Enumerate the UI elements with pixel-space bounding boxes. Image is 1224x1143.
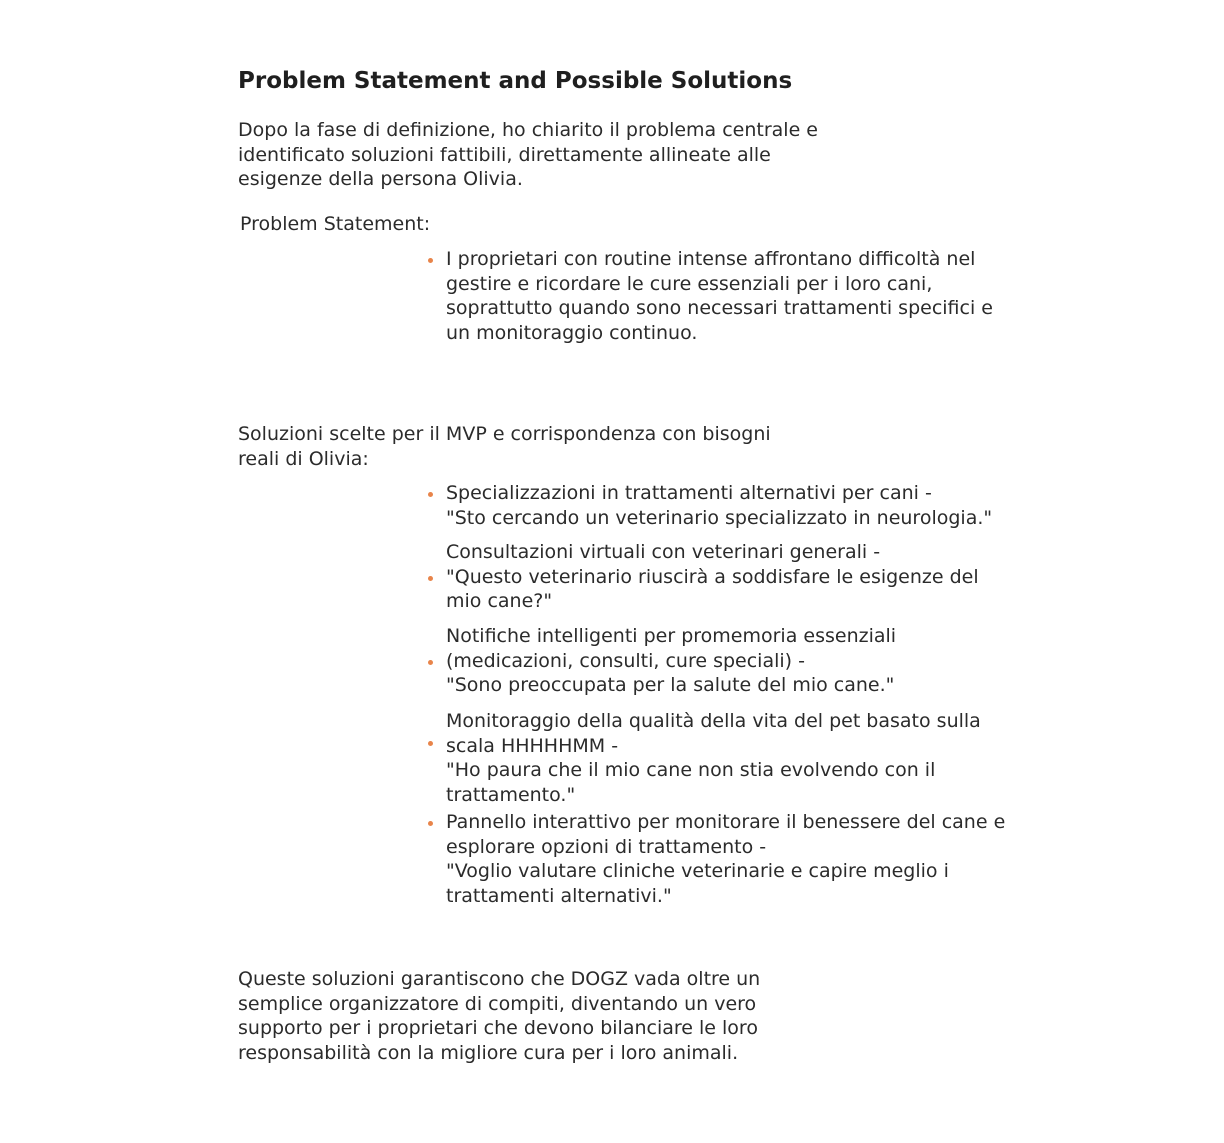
conclusion-line: responsabilità con la migliore cura per i loro animali. <box>238 1041 739 1064</box>
bullet-line: mio cane?" <box>446 590 553 613</box>
conclusion-paragraph <box>238 967 838 1065</box>
bullet-line: "Ho paura che il mio cane non stia evolvendo con il <box>446 759 936 782</box>
bullet-dot-icon <box>428 821 433 826</box>
bullet-line: (medicazioni, consulti, cure speciali) - <box>446 649 805 672</box>
bullet-dot-icon <box>428 660 433 665</box>
bullet-line: Monitoraggio della qualità della vita del pet basato sulla <box>446 710 981 732</box>
bullet-line: trattamenti alternativi." <box>446 884 672 907</box>
conclusion-line: semplice organizzatore di compiti, diventando un vero <box>238 992 757 1015</box>
intro-line: Dopo la fase di definizione, ho chiarito il problema centrale e <box>238 119 819 141</box>
bullet-line: soprattutto quando sono necessari trattamenti specifici e <box>446 297 993 320</box>
conclusion-line: supporto per i proprietari che devono bilanciare le loro <box>238 1017 758 1040</box>
solutions-intro-line: Soluzioni scelte per il MVP e corrispondenza con bisogni <box>238 423 771 445</box>
intro-paragraph <box>238 118 838 192</box>
bullet-text <box>446 481 1006 530</box>
bullet-line: Notifiche intelligenti per promemoria essenziali <box>446 625 897 647</box>
bullet-line: scala HHHHHMM - <box>446 734 619 757</box>
bullet-line: "Sono preoccupata per la salute del mio cane." <box>446 674 895 697</box>
bullet-line: "Sto cercando un veterinario specializzato in neurologia." <box>446 506 993 529</box>
bullet-text <box>446 540 1006 614</box>
bullet-line: un monitoraggio continuo. <box>446 321 698 344</box>
bullet-line: Pannello interattivo per monitorare il benessere del cane e <box>446 811 1006 833</box>
bullet-line: Consultazioni virtuali con veterinari generali - <box>446 541 881 563</box>
bullet-dot-icon <box>428 492 433 497</box>
page-title: Problem Statement and Possible Solutions <box>238 68 793 94</box>
bullet-line: "Questo veterinario riuscirà a soddisfare le esigenze del <box>446 565 979 588</box>
solutions-intro-line: reali di Olivia: <box>238 447 369 470</box>
bullet-line: gestire e ricordare le cure essenziali per i loro cani, <box>446 272 933 295</box>
bullet-line: I proprietari con routine intense affrontano difficoltà nel <box>446 248 976 270</box>
bullet-dot-icon <box>428 258 433 263</box>
intro-line: identificato soluzioni fattibili, direttamente allineate alle <box>238 143 771 166</box>
bullet-text <box>446 247 1006 345</box>
bullet-text <box>446 624 1006 698</box>
bullet-line: "Voglio valutare cliniche veterinarie e capire meglio i <box>446 860 949 883</box>
bullet-dot-icon <box>428 741 433 746</box>
conclusion-line: Queste soluzioni garantiscono che DOGZ vada oltre un <box>238 968 761 990</box>
bullet-line: trattamento." <box>446 783 576 806</box>
solutions-intro <box>238 422 838 471</box>
problem-statement-label: Problem Statement: <box>240 213 431 235</box>
bullet-line: esplorare opzioni di trattamento - <box>446 835 767 858</box>
bullet-dot-icon <box>428 576 433 581</box>
bullet-line: Specializzazioni in trattamenti alternativi per cani - <box>446 482 932 504</box>
bullet-text <box>446 709 1006 807</box>
bullet-text <box>446 810 1006 908</box>
intro-line: esigenze della persona Olivia. <box>238 168 523 191</box>
